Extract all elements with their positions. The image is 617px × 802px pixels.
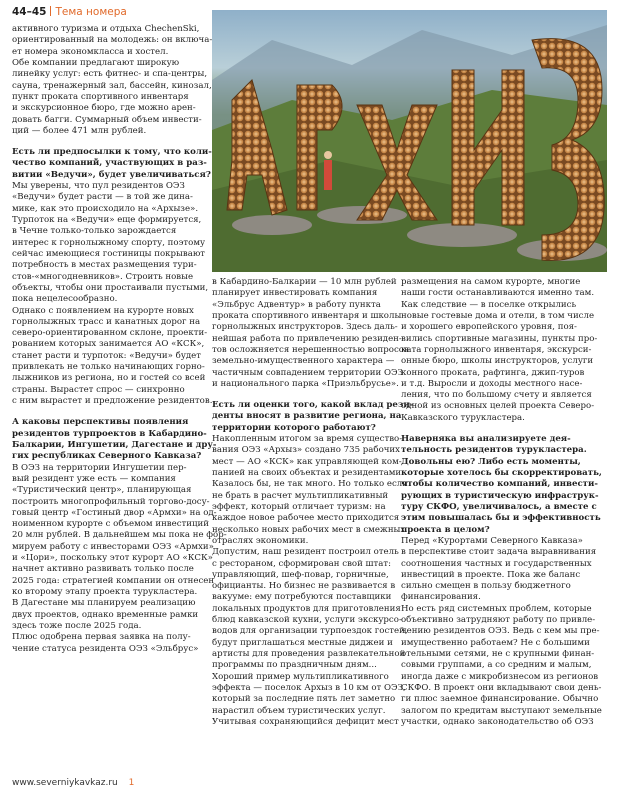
text-line: не брать в расчет мультипликативный	[212, 490, 389, 501]
text-line: наши гости останавливаются именно там.	[401, 288, 595, 299]
text-line: с рестораном, сформирован свой штат:	[212, 558, 392, 569]
text-line: проката спортивного инвентаря и школы	[212, 310, 402, 321]
text-line: финансирования.	[401, 592, 481, 603]
text-line: эффект, который отличает туризм: на	[212, 501, 386, 512]
page-footer	[12, 778, 134, 788]
text-line: стов-«многодневников». Строить новые	[12, 271, 194, 282]
website-url: www.severniykavkaz.ru	[12, 778, 118, 788]
column-middle	[212, 277, 414, 728]
text-line: залогом по кредитам выступают земельные	[401, 705, 602, 716]
text-line: иногда даже с микробизнесом из регионов	[401, 671, 599, 682]
text-line: Учитывая сохраняющийся дефицит мест	[212, 716, 399, 727]
text-line: планирует инвестировать компания	[212, 288, 378, 299]
text-line: в перспективе стоит задача выравнивания	[401, 547, 597, 558]
text-line: несколько новых рабочих мест в смежных	[212, 524, 406, 535]
text-line: Кавказского турукластера.	[401, 412, 525, 423]
text-line: отраслях экономики.	[212, 535, 309, 546]
text-line: мике, как это происходило на «Архызе».	[12, 203, 199, 214]
text-line: и экскурсионное бюро, где можно арен-	[12, 103, 196, 114]
text-line: довать багги. Суммарный объем инвести-	[12, 114, 202, 125]
text-line: и т.д. Выросли и доходы местного насе-	[401, 378, 583, 389]
footer-page-number: 1	[128, 778, 135, 788]
text-line: активного туризма и отдыха ChechenSki,	[12, 24, 200, 34]
text-line: Мы уверены, что пул резидентов ОЭЗ	[12, 181, 185, 192]
text-line: мест — АО «КСК» как управляющей ком-	[212, 456, 402, 467]
text-line: построить многопрофильный торгово-досу-	[12, 496, 210, 507]
text-line: нейшая работа по привлечению резиден-	[212, 333, 402, 344]
question-line: резидентов турпроектов в Кабардино-	[12, 428, 207, 439]
text-line: рованием которых занимается АО «КСК»,	[12, 339, 205, 350]
text-line: чение статуса резидента ОЭЗ «Эльбрус»	[12, 643, 199, 654]
text-line: ориентированный на молодежь: он включа-	[12, 35, 213, 46]
text-line: 2025 года: стратегией компании он отнесен	[12, 575, 215, 586]
text-line: программы по праздничным дням...	[212, 660, 377, 671]
text-line: Плюс одобрена первая заявка на полу-	[12, 632, 191, 643]
question-line: витии «Ведучи», будет увеличиваться?	[12, 169, 211, 180]
text-line: сильно смещен в пользу бюджетного	[401, 581, 571, 592]
text-line: ката горнолыжного инвентаря, экскурси-	[401, 344, 592, 355]
text-line: привлекать не только начинающих горно-	[12, 362, 205, 373]
text-line: «Эльбрус Адвентур» в работу пункта	[212, 299, 381, 310]
question-line: этим повышалась бы и эффективность	[401, 513, 601, 524]
text-line: и национального парка «Приэльбрусье».	[212, 378, 399, 389]
text-line: имущественно работаем? Не с большими	[401, 637, 590, 648]
text-line: Но есть ряд системных проблем, которые	[401, 603, 592, 614]
page-header	[12, 6, 127, 20]
text-line: горнолыжных инструкторов. Здесь даль-	[212, 322, 398, 333]
text-line: Накопленным итогом за время существо-	[212, 434, 403, 445]
text-line: вакууме: ему потребуются поставщики	[212, 592, 392, 603]
text-line: объективно затрудняют работу по привле-	[401, 615, 596, 626]
text-line: отельными сетями, не с крупными финан-	[401, 649, 595, 659]
text-line: чению резидентов ОЭЗ. Ведь с кем мы пре-	[401, 626, 600, 637]
text-line: вились спортивные магазины, пункты про-	[401, 333, 598, 344]
text-line: который за последние пять лет заметно	[212, 694, 396, 705]
arkhyz-sign-photo	[212, 10, 607, 272]
question-line: проекта в целом?	[401, 524, 490, 535]
question-line: Наверняка вы анализируете дея-	[401, 434, 571, 445]
text-line: Как следствие — в поселке открылись	[401, 299, 577, 310]
text-line: инвестиций в проекте. Пока же баланс	[401, 569, 581, 580]
text-line: «Туристический центр», планирующая	[12, 485, 192, 496]
text-line: Обе компании предлагают широкую	[12, 57, 180, 68]
text-line: горнолыжных трасс и канатных дорог на	[12, 316, 201, 327]
paragraph-gap	[401, 424, 607, 434]
text-line: участки, однако законодательство об ОЭЗ	[401, 716, 594, 727]
text-line: здесь тоже после 2025 года.	[12, 620, 142, 631]
text-line: В ОЭЗ на территории Ингушетии пер-	[12, 462, 187, 473]
text-line: частичным совпадением территории ОЭЗ	[212, 367, 403, 378]
paragraph-gap	[212, 390, 400, 400]
question-line: денты вносят в развитие региона, на	[212, 411, 402, 422]
text-line: и «Цори», поскольку этот курорт АО «КСК»	[12, 553, 213, 564]
text-line: одной из основных целей проекта Северо-	[401, 401, 595, 412]
text-line: тов осложняется нерешенностью вопросов	[212, 344, 409, 355]
text-line: в Кабардино-Балкарии — 10 млн рублей	[212, 277, 397, 287]
text-line: ет номера экономкласса и хостел.	[12, 46, 169, 57]
column-left	[12, 24, 227, 655]
text-line: северо-ориентированном склоне, проекти-	[12, 328, 208, 339]
text-line: пока нецелесообразно.	[12, 294, 118, 305]
text-line: говый центр «Гостиный двор «Армхи» на од-	[12, 507, 217, 518]
text-line: онные бюро, школы инструкторов, услуги	[401, 356, 594, 367]
text-line: станет расти и турпоток: «Ведучи» будет	[12, 350, 202, 361]
text-line: ления, что по большому счету и является	[401, 390, 592, 401]
text-line: конного проката, рафтинга, джип-туров	[401, 367, 585, 378]
text-line: водов для организации турпоездок гостей,	[212, 626, 408, 637]
question-line: чтобы количество компаний, инвести-	[401, 479, 598, 490]
text-line: двух проектов, однако временные рамки	[12, 609, 199, 620]
text-line: 20 млн рублей. В дальнейшем мы пока не фор-	[12, 530, 227, 541]
text-line: линейку услуг: есть фитнес- и спа-центры,	[12, 69, 208, 80]
text-line: В Дагестане мы планируем реализацию	[12, 598, 196, 609]
text-line: сауна, тренажерный зал, бассейн, кинозал,	[12, 80, 212, 91]
text-line: будут приглашаться местные диджеи и	[212, 637, 393, 648]
text-line: совыми группами, а со средним и малым,	[401, 660, 592, 671]
text-line: «Ведучи» будет расти — в той же дина-	[12, 192, 193, 203]
question-line: Есть ли предпосылки к тому, что коли-	[12, 147, 212, 158]
text-line: и хорошего европейского уровня, поя-	[401, 322, 577, 333]
text-line: мируем работу с инвесторами ОЭЗ «Армхи»	[12, 541, 214, 552]
text-line: земельно-имущественного характера —	[212, 356, 395, 367]
text-line: Хороший пример мультипликативного	[212, 671, 389, 682]
photo-illustration	[212, 10, 607, 272]
text-line: объекты, чтобы они простаивали пустыми,	[12, 282, 209, 293]
text-line: управляющий, шеф-повар, горничные,	[212, 569, 389, 580]
text-line: начнет активно развивать только после	[12, 564, 194, 575]
text-line: Допустим, наш резидент построил отель	[212, 547, 399, 558]
text-line: новые гостевые дома и отели, в том числе	[401, 310, 595, 321]
text-line: ноименном курорте с объемом инвестиций	[12, 519, 209, 530]
text-line: ги плюс заемное финансирование. Обычно	[401, 694, 599, 705]
paragraph-gap	[12, 407, 208, 417]
question-line: Балкарии, Ингушетии, Дагестане и дру-	[12, 439, 217, 450]
question-line: гих республиках Северного Кавказа?	[12, 451, 202, 462]
text-line: в Чечне только-только зарождается	[12, 226, 177, 237]
page-numbers: 44–45	[12, 6, 47, 18]
paragraph-gap	[12, 137, 208, 147]
text-line: размещения на самом курорте, многие	[401, 277, 581, 287]
text-line: сейчас имеющиеся гостиницы покрывают	[12, 248, 206, 259]
text-line: вый резидент уже есть — компания	[12, 473, 176, 484]
question-line: территории которого работают?	[212, 422, 376, 433]
question-line: Есть ли оценки того, какой вклад рези-	[212, 400, 414, 411]
text-line: каждое новое рабочее место приходится	[212, 513, 400, 524]
text-line: пункт проката спортивного инвентаря	[12, 91, 189, 102]
text-line: официанты. Но бизнес не развивается в	[212, 581, 396, 592]
question-line: Довольны ею? Либо есть моменты,	[401, 456, 581, 467]
text-line: СКФО. В проект они вкладывают свои день-	[401, 682, 602, 693]
text-line: Казалось бы, не так много. Но только если	[212, 479, 408, 490]
question-line: тельность резидентов турукластера.	[401, 445, 587, 456]
question-line: чество компаний, участвующих в раз-	[12, 158, 207, 169]
text-line: блюд кавказской кухни, услуги экскурсо-	[212, 615, 402, 626]
text-line: вания ОЭЗ «Архыз» создано 735 рабочих	[212, 445, 400, 456]
question-line: рующих в туристическую инфраструк-	[401, 490, 599, 501]
text-line: с ним вырастет и предложение резидентов.	[12, 396, 213, 406]
text-line: интерес к горнолыжному спорту, поэтому	[12, 237, 206, 248]
text-line: страны. Вырастет спрос — синхронно	[12, 384, 185, 395]
text-line: панией на своих объектах и резидентами.	[212, 468, 404, 478]
text-line: ко второму этапу проекта турукластера.	[12, 587, 198, 597]
header-divider	[50, 6, 51, 16]
question-line: туру СКФО, увеличивалось, а вместе с	[401, 501, 597, 512]
text-line: Турпоток на «Ведучи» еще формируется,	[12, 215, 202, 225]
text-line: Перед «Курортами Северного Кавказа»	[401, 535, 583, 546]
text-line: Однако с появлением на курорте новых	[12, 305, 194, 316]
text-line: нарастил объем туристических услуг.	[212, 705, 386, 716]
text-line: потребность в местах размещения тури-	[12, 260, 197, 271]
text-line: ций — более 471 млн рублей.	[12, 125, 147, 136]
text-line: локальных продуктов для приготовления	[212, 603, 401, 614]
question-line: которые хотелось бы скорректировать,	[401, 468, 602, 478]
column-right	[401, 277, 607, 728]
text-line: эффекта — поселок Архыз в 10 км от ОЭЗ,	[212, 682, 406, 693]
question-line: А каковы перспективы появления	[12, 417, 189, 428]
section-title: Тема номера	[55, 6, 127, 18]
text-line: артисты для проведения развлекательной	[212, 649, 406, 659]
text-line: лыжников из региона, но и гостей со всей	[12, 373, 206, 384]
text-line: соотношения частных и государственных	[401, 558, 592, 569]
